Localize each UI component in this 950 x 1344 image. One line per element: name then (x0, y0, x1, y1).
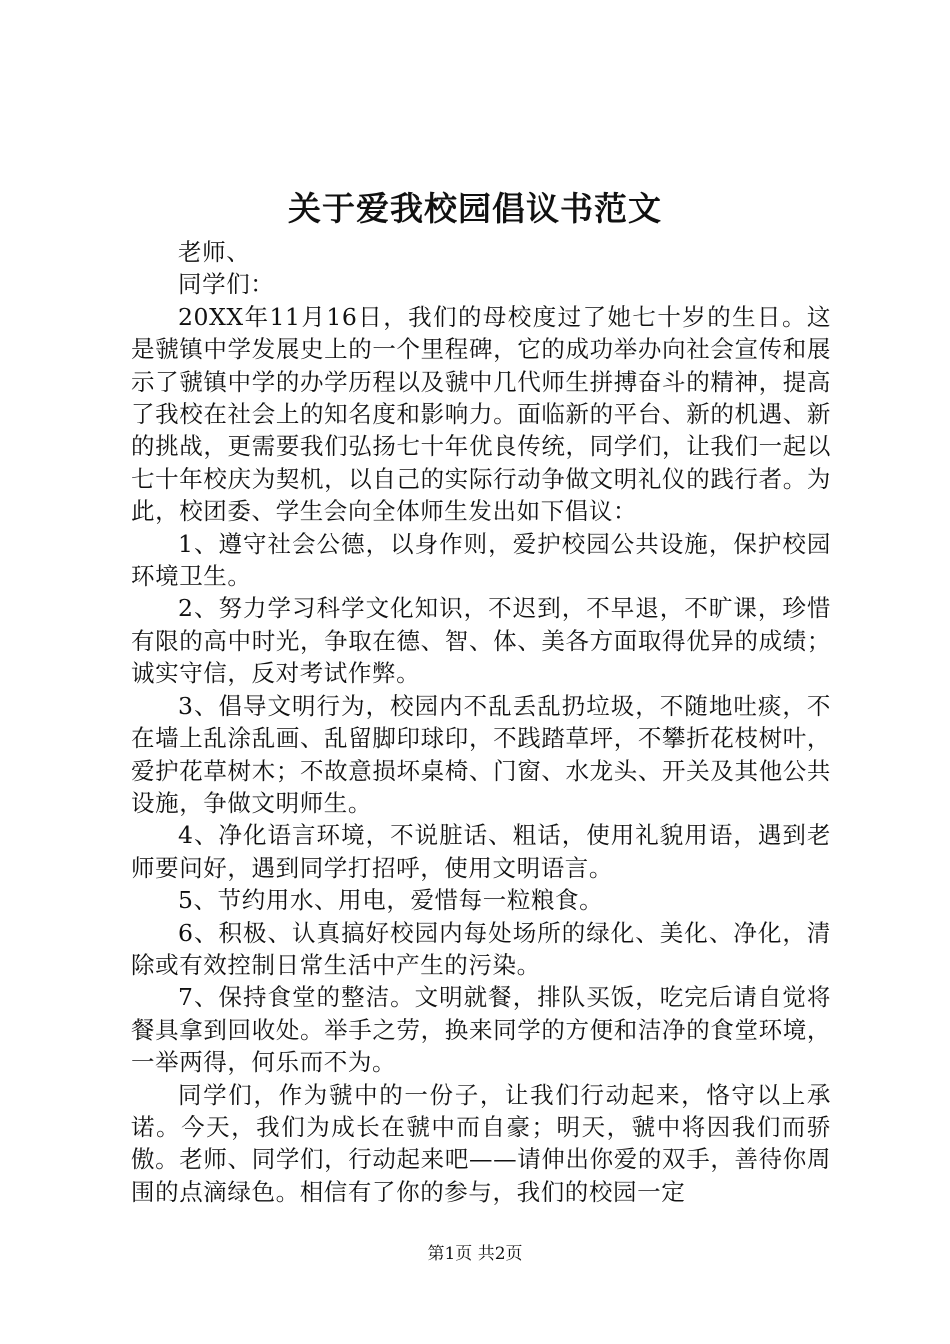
proposal-item-3: 3、倡导文明行为，校园内不乱丢乱扔垃圾，不随地吐痰，不在墙上乱涂乱画、乱留脚印球印，不践踏草坪，不攀折花枝树叶，爱护花草树木；不故意损坏桌椅、门窗、水龙头、开关及其他公共设施，争做文明师生。 (131, 691, 831, 817)
intro-paragraph: 20XX年11月16日，我们的母校度过了她七十岁的生日。这是虢镇中学发展史上的一个里程碑，它的成功举办向社会宣传和展示了虢镇中学的办学历程以及虢中几代师生拼搏奋斗的精神，提高了我校在社会上的知名度和影响力。面临新的平台、新的机遇、新的挑战，更需要我们弘扬七十年优良传统，同学们，让我们一起以七十年校庆为契机，以自己的实际行动争做文明礼仪的践行者。为此，校团委、学生会向全体师生发出如下倡议： (131, 302, 831, 526)
proposal-item-1: 1、遵守社会公德，以身作则，爱护校园公共设施，保护校园环境卫生。 (131, 529, 831, 591)
proposal-item-7: 7、保持食堂的整洁。文明就餐，排队买饭，吃完后请自觉将餐具拿到回收处。举手之劳，换来同学的方便和洁净的食堂环境，一举两得，何乐而不为。 (131, 983, 831, 1077)
salutation-students: 同学们： (178, 270, 275, 299)
proposal-item-5: 5、节约用水、用电，爱惜每一粒粮食。 (178, 886, 604, 915)
proposal-item-6: 6、积极、认真搞好校园内每处场所的绿化、美化、净化，清除或有效控制日常生活中产生的污染。 (131, 918, 831, 979)
page-number-footer: 第1页 共2页 (427, 1244, 523, 1264)
closing-paragraph: 同学们，作为虢中的一份子，让我们行动起来，恪守以上承诺。今天，我们为成长在虢中而自豪；明天，虢中将因我们而骄傲。老师、同学们，行动起来吧——请伸出你爱的双手，善待你周围的点滴绿色。相信有了你的参与，我们的校园一定 (131, 1080, 831, 1206)
proposal-item-4: 4、净化语言环境，不说脏话、粗话，使用礼貌用语，遇到老师要问好，遇到同学打招呼，使用文明语言。 (131, 821, 831, 882)
salutation-teachers: 老师、 (178, 238, 251, 266)
document-body (131, 236, 831, 1208)
document-title: 关于爱我校园倡议书范文 (288, 189, 662, 228)
proposal-item-2: 2、努力学习科学文化知识，不迟到，不早退，不旷课，珍惜有限的高中时光，争取在德、智、体、美各方面取得优异的成绩；诚实守信，反对考试作弊。 (131, 594, 831, 688)
